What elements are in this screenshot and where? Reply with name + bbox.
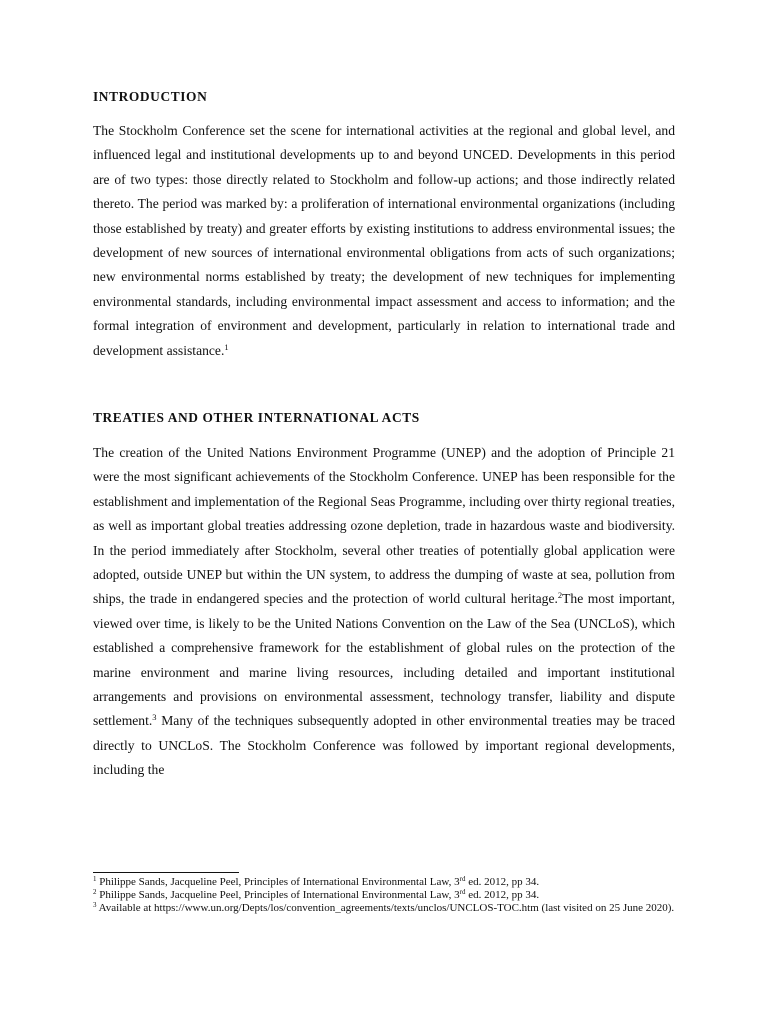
treaties-paragraph: [93, 441, 675, 783]
footnote-text-tail: ed. 2012, pp 34.: [465, 889, 540, 902]
treaties-heading: TREATIES AND OTHER INTERNATIONAL ACTS: [93, 410, 420, 425]
treaties-text-part2: The most important, viewed over time, is likely to be the United Nations Convention on the Law of the Sea (UNCLoS), which established a comprehensive framework for the establishment of global rules on the protection of the marine environment and marine living resources, including detailed and important institutional arrangements and provisions on environmental assessment, technology transfer, liability and dispute settlement.: [93, 591, 675, 729]
footnote-ordinal: rd: [459, 875, 466, 883]
footnote-ordinal: rd: [459, 888, 466, 897]
treaties-text-part1: The creation of the United Nations Environment Programme (UNEP) and the adoption of Principle 21 were the most significant achievements of the Stockholm Conference. UNEP has been responsible for the establishment and implementation of the Regional Seas Programme, including over thirty regional treaties, as well as important global treaties addressing ozone depletion, trade in hazardous waste and biodiversity. In the period immediately after Stockholm, several other treaties of potentially global application were adopted, outside UNEP but within the UN system, to address the dumping of waste at sea, pollution from ships, the trade in endangered species and the protection of world cultural heritage.: [93, 445, 675, 607]
introduction-heading: INTRODUCTION: [93, 89, 208, 104]
footnote-3: [93, 902, 693, 915]
footnote-text: Available at https://www.un.org/Depts/los/convention_agreements/texts/unclos/UNCLOS-TOC.htm (last visited on 25 June 2020).: [96, 902, 675, 915]
footnote-number: 2: [93, 888, 97, 897]
footnote-1: [93, 876, 693, 889]
footnote-text: Philippe Sands, Jacqueline Peel, Principles of International Environmental Law, 3: [96, 876, 460, 888]
footnote-text-tail: ed. 2012, pp 34.: [465, 876, 540, 888]
footnote-2: [93, 889, 693, 902]
introduction-paragraph: [93, 119, 675, 363]
footnote-separator: [93, 872, 239, 873]
footnotes: [93, 876, 693, 916]
footnote-number: 3: [93, 901, 97, 910]
footnote-number: 1: [93, 875, 97, 883]
footnote-ref-1[interactable]: 1: [224, 341, 229, 352]
treaties-text-part3: Many of the techniques subsequently adopted in other environmental treaties may be traced directly to UNCLoS. The Stockholm Conference was followed by important regional developments, including the: [93, 713, 675, 778]
introduction-text: The Stockholm Conference set the scene for international activities at the regional and global level, and influenced legal and institutional developments up to and beyond UNCED. Developments in this period are of two types: those directly related to Stockholm and follow-up actions; and those indirectly related thereto. The period was marked by: a proliferation of international environmental organizations (including those established by treaty) and greater efforts by existing institutions to address environmental issues; the development of new sources of international environmental obligations from acts of such organizations; new environmental norms established by treaty; the development of new techniques for implementing environmental standards, including environmental impact assessment and access to information; and the formal integration of environment and development, particularly in relation to international trade and development assistance.: [93, 123, 675, 358]
footnote-ref-3[interactable]: 3: [152, 712, 157, 723]
footnote-text: Philippe Sands, Jacqueline Peel, Principles of International Environmental Law, 3: [96, 889, 460, 902]
footnote-ref-2[interactable]: 2: [557, 590, 563, 601]
